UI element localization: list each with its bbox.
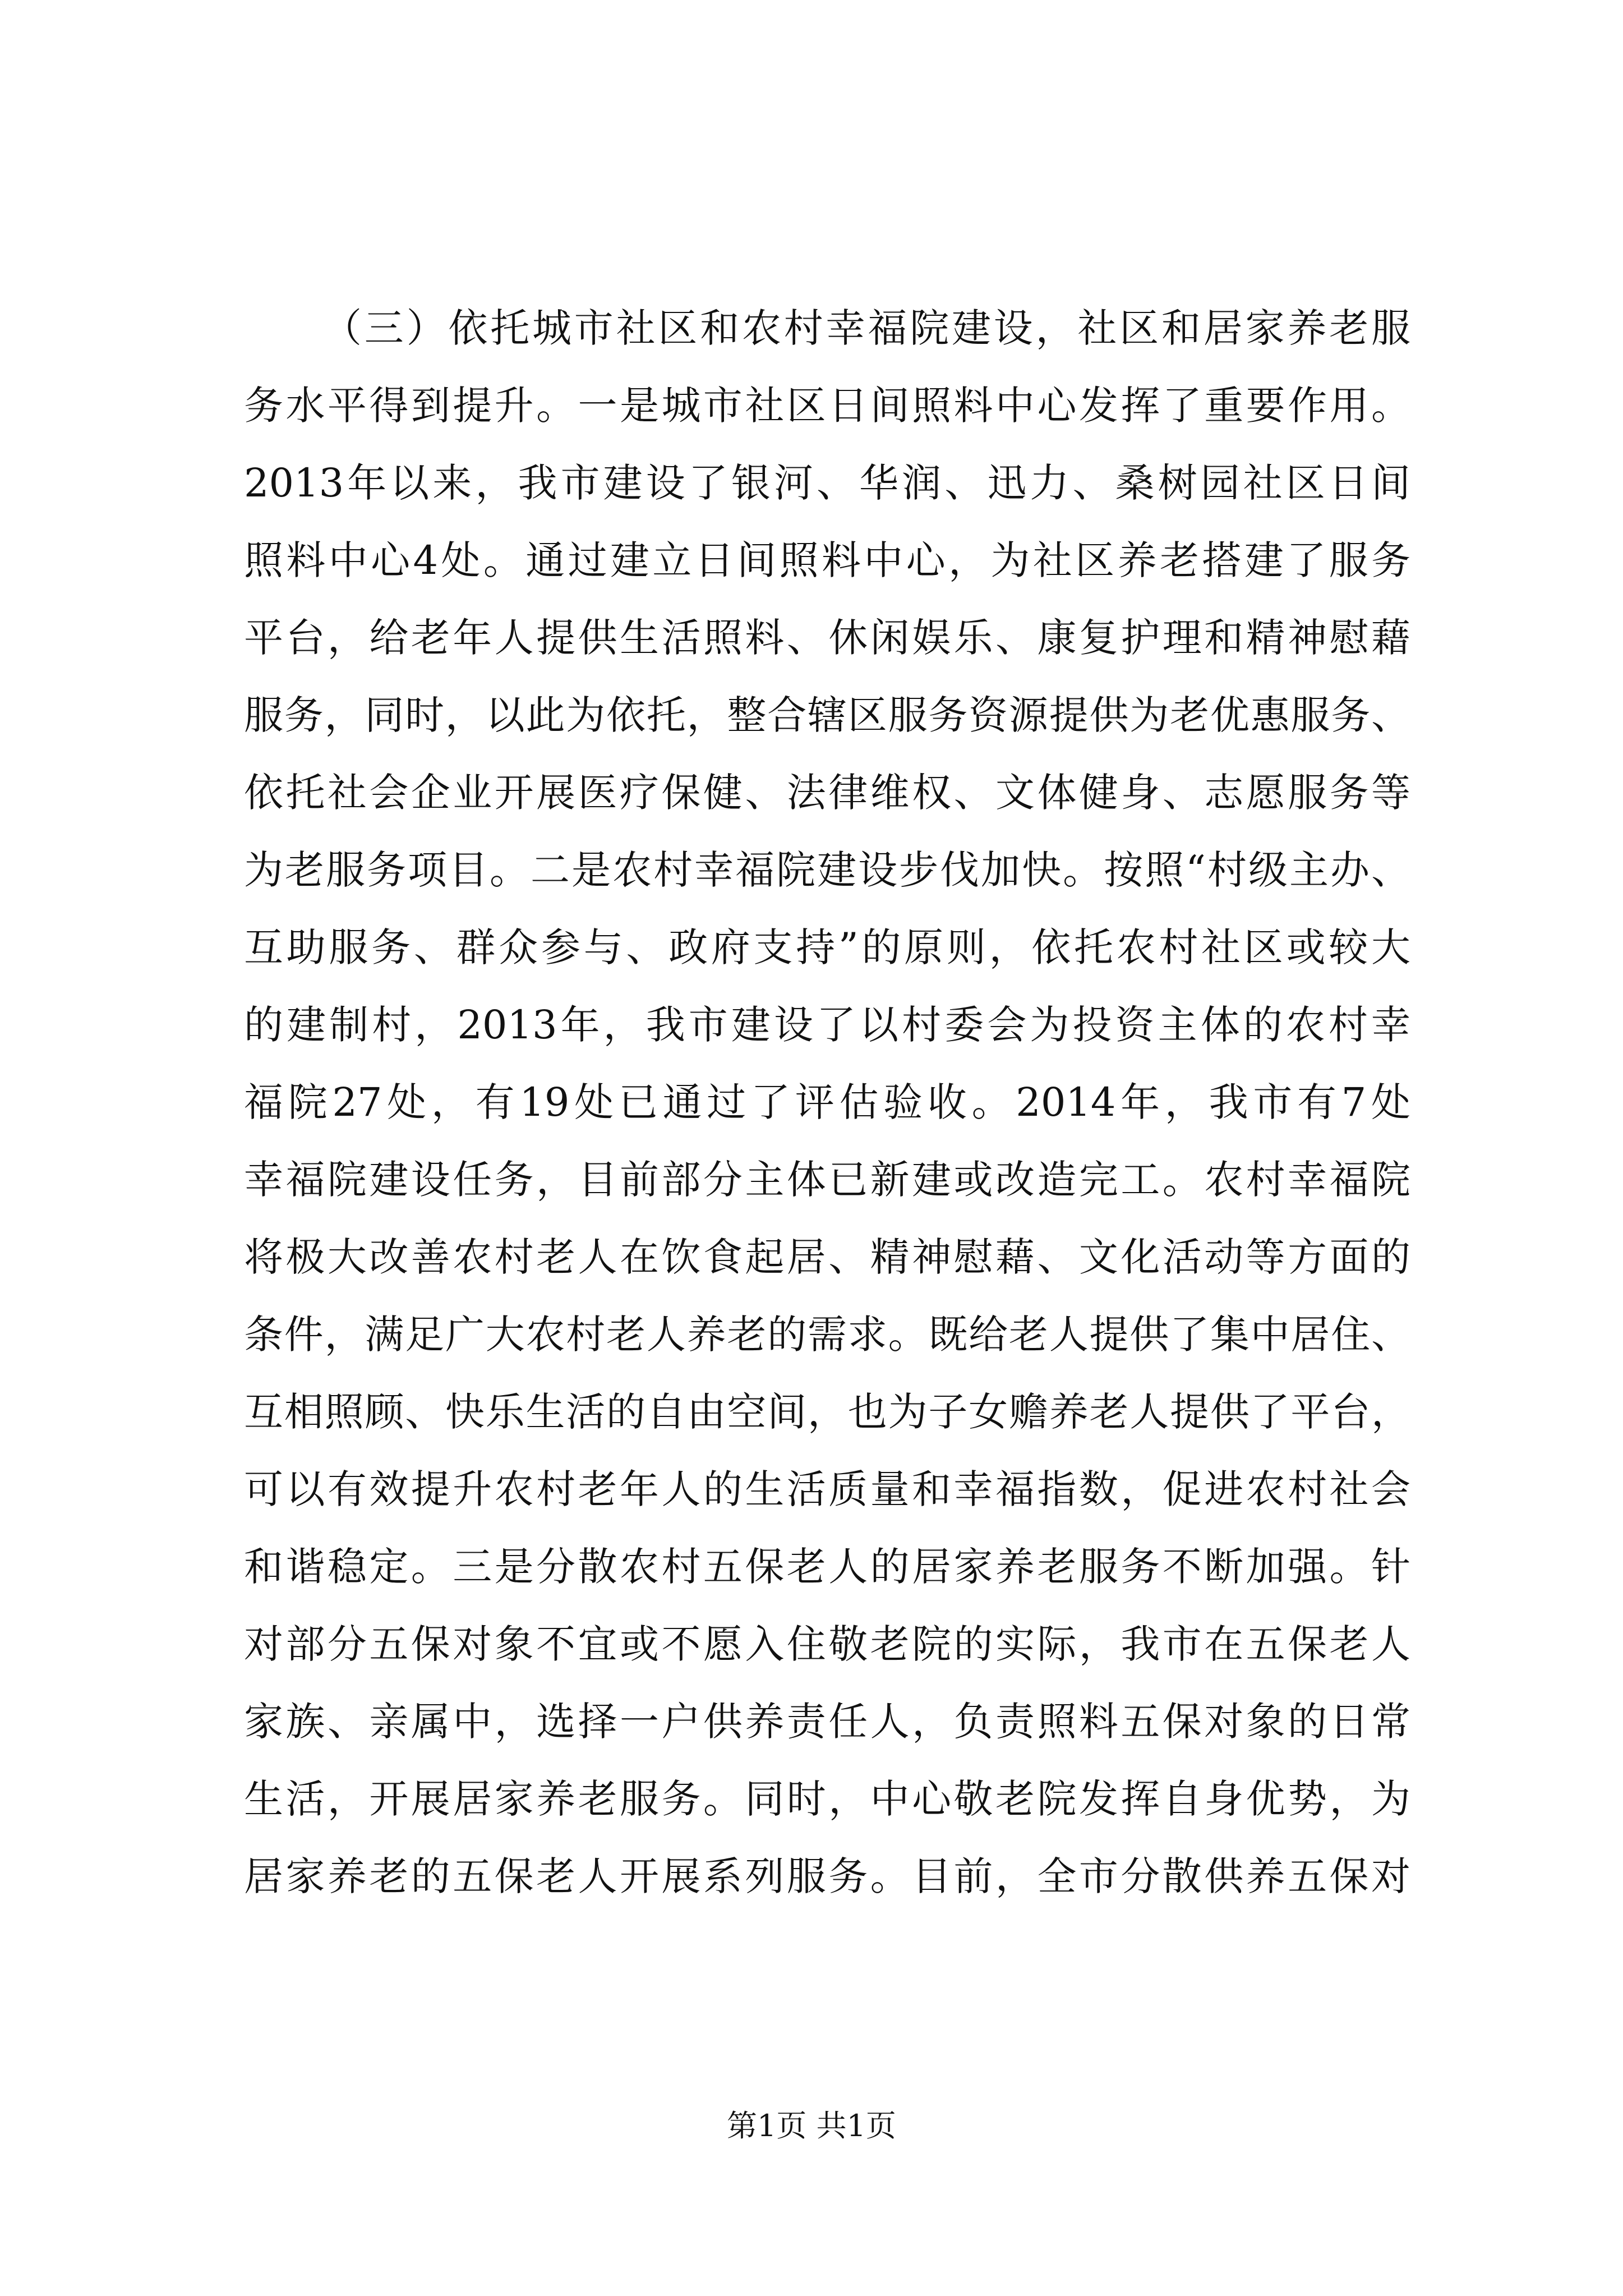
text-line: 和谐稳定。三是分散农村五保老人的居家养老服务不断加强。针 — [244, 1544, 1410, 1590]
text-line: 互相照顾、快乐生活的自由空间，也为子女赡养老人提供了平台， — [244, 1389, 1410, 1435]
text-line: 为老服务项目。二是农村幸福院建设步伐加快。按照“村级主办、 — [244, 847, 1410, 893]
text-line: 对部分五保对象不宜或不愿入住敬老院的实际，我市在五保老人 — [244, 1621, 1410, 1667]
text-line: 可以有效提升农村老年人的生活质量和幸福指数，促进农村社会 — [244, 1466, 1410, 1512]
text-line: 的建制村，2013年，我市建设了以村委会为投资主体的农村幸 — [244, 1002, 1410, 1048]
text-line: 2013年以来，我市建设了银河、华润、迅力、桑树园社区日间 — [244, 460, 1410, 506]
text-line: 生活，开展居家养老服务。同时，中心敬老院发挥自身优势，为 — [244, 1776, 1410, 1822]
text-line: （三）依托城市社区和农村幸福院建设，社区和居家养老服 — [322, 305, 1410, 351]
text-line: 服务，同时，以此为依托，整合辖区服务资源提供为老优惠服务、 — [244, 692, 1410, 738]
text-line: 将极大改善农村老人在饮食起居、精神慰藉、文化活动等方面的 — [244, 1234, 1410, 1280]
text-line: 平台，给老年人提供生活照料、休闲娱乐、康复护理和精神慰藉 — [244, 615, 1410, 661]
text-line: 福院27处，有19处已通过了评估验收。2014年，我市有7处 — [244, 1079, 1410, 1125]
text-line: 家族、亲属中，选择一户供养责任人，负责照料五保对象的日常 — [244, 1699, 1410, 1745]
text-line: 居家养老的五保老人开展系列服务。目前，全市分散供养五保对 — [244, 1853, 1410, 1899]
text-line: 务水平得到提升。一是城市社区日间照料中心发挥了重要作用。 — [244, 383, 1410, 429]
text-line: 幸福院建设任务，目前部分主体已新建或改造完工。农村幸福院 — [244, 1157, 1410, 1203]
text-line: 依托社会企业开展医疗保健、法律维权、文体健身、志愿服务等 — [244, 770, 1410, 816]
text-line: 互助服务、群众参与、政府支持”的原则，依托农村社区或较大 — [244, 924, 1410, 970]
page-footer: 第1页 共1页 — [727, 2108, 896, 2143]
text-line: 照料中心4处。通过建立日间照料中心，为社区养老搭建了服务 — [244, 537, 1410, 583]
text-line: 条件，满足广大农村老人养老的需求。既给老人提供了集中居住、 — [244, 1312, 1410, 1358]
